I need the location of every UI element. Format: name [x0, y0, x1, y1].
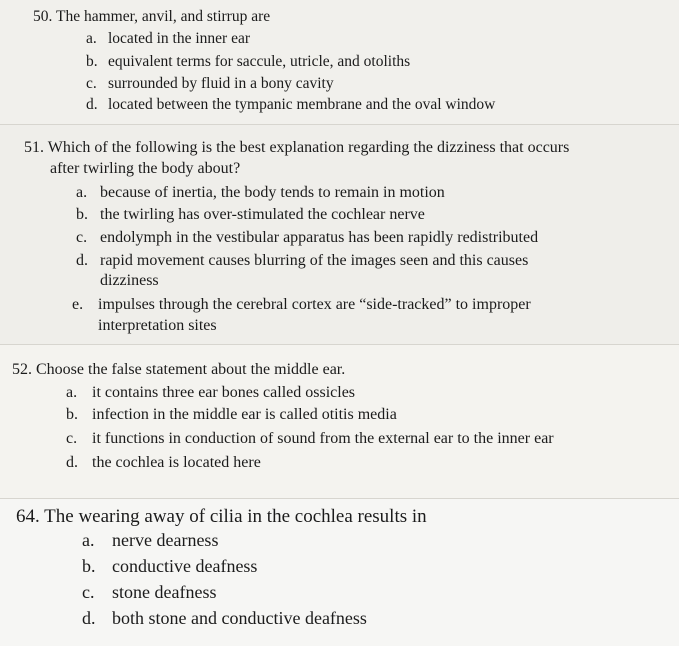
- option-text: it contains three ear bones called ossicles: [92, 384, 356, 401]
- option-d: [82, 608, 367, 629]
- option-text: it functions in conduction of sound from the external ear to the inner ear: [92, 430, 554, 447]
- option-letter: c.: [66, 430, 78, 447]
- option-text: infection in the middle ear is called otitis media: [92, 406, 397, 423]
- question-text: Which of the following is the best explanation regarding the dizziness that occurs: [47, 139, 570, 156]
- option-text: rapid movement causes blurring of the images seen and this causes: [100, 252, 529, 269]
- option-text: located in the inner ear: [108, 30, 251, 47]
- option-letter: b.: [76, 206, 88, 223]
- question-number: 51.: [24, 139, 44, 156]
- option-c: [86, 75, 334, 93]
- option-text: the twirling has over-stimulated the cochlear nerve: [100, 206, 425, 223]
- option-c: [76, 229, 538, 247]
- option-d: [76, 252, 528, 270]
- option-text: equivalent terms for saccule, utricle, and otoliths: [108, 53, 411, 70]
- option-text: nerve dearness: [112, 530, 219, 550]
- option-text: both stone and conductive deafness: [112, 608, 367, 628]
- option-letter: d.: [82, 608, 96, 628]
- section-divider: [0, 498, 679, 499]
- question-text: Choose the false statement about the middle ear.: [36, 361, 346, 378]
- option-a: [76, 184, 445, 202]
- question-number: 50.: [33, 8, 53, 25]
- question-51-stem-cont: after twirling the body about?: [50, 160, 241, 177]
- option-letter: a.: [66, 384, 78, 401]
- option-a: [86, 30, 250, 48]
- option-text: stone deafness: [112, 582, 217, 602]
- question-64: [0, 498, 679, 646]
- option-e: [72, 296, 531, 314]
- option-a: [66, 384, 355, 402]
- option-letter: d.: [86, 96, 98, 113]
- option-b: [76, 206, 425, 224]
- option-letter: e.: [72, 296, 84, 313]
- section-divider: [0, 344, 679, 345]
- option-letter: b.: [86, 53, 98, 70]
- question-52-stem: [12, 361, 345, 379]
- section-divider: [0, 124, 679, 125]
- option-letter: d.: [66, 454, 78, 471]
- question-64-stem: [16, 506, 427, 528]
- option-text: impulses through the cerebral cortex are “side-tracked” to improper: [98, 296, 531, 313]
- option-letter: a.: [82, 530, 95, 550]
- option-letter: a.: [76, 184, 88, 201]
- option-letter: b.: [66, 406, 78, 423]
- question-51-stem: [24, 139, 569, 157]
- option-d: [86, 96, 495, 114]
- option-c: [66, 430, 554, 448]
- option-letter: c.: [76, 229, 88, 246]
- option-b: [66, 406, 397, 424]
- option-e-cont: interpretation sites: [98, 317, 217, 334]
- question-50-stem: [33, 8, 270, 26]
- question-50: [0, 0, 679, 124]
- option-d-cont: dizziness: [100, 272, 159, 289]
- option-text: because of inertia, the body tends to remain in motion: [100, 184, 445, 201]
- option-letter: b.: [82, 556, 96, 576]
- option-letter: a.: [86, 30, 97, 47]
- option-c: [82, 582, 216, 603]
- question-text: The hammer, anvil, and stirrup are: [55, 8, 271, 25]
- question-number: 52.: [12, 361, 32, 378]
- option-a: [82, 530, 218, 551]
- option-text: conductive deafness: [112, 556, 258, 576]
- option-letter: c.: [82, 582, 95, 602]
- option-text: surrounded by fluid in a bony cavity: [108, 75, 334, 92]
- question-number: 64.: [16, 506, 40, 527]
- question-52: [0, 344, 679, 498]
- option-text: located between the tympanic membrane and the oval window: [108, 96, 496, 113]
- option-b: [82, 556, 257, 577]
- question-51: [0, 124, 679, 344]
- option-letter: d.: [76, 252, 88, 269]
- option-text: endolymph in the vestibular apparatus has been rapidly redistributed: [100, 229, 539, 246]
- option-b: [86, 53, 410, 71]
- option-letter: c.: [86, 75, 97, 92]
- question-text: The wearing away of cilia in the cochlea results in: [44, 506, 427, 527]
- option-text: the cochlea is located here: [92, 454, 261, 471]
- option-d: [66, 454, 261, 472]
